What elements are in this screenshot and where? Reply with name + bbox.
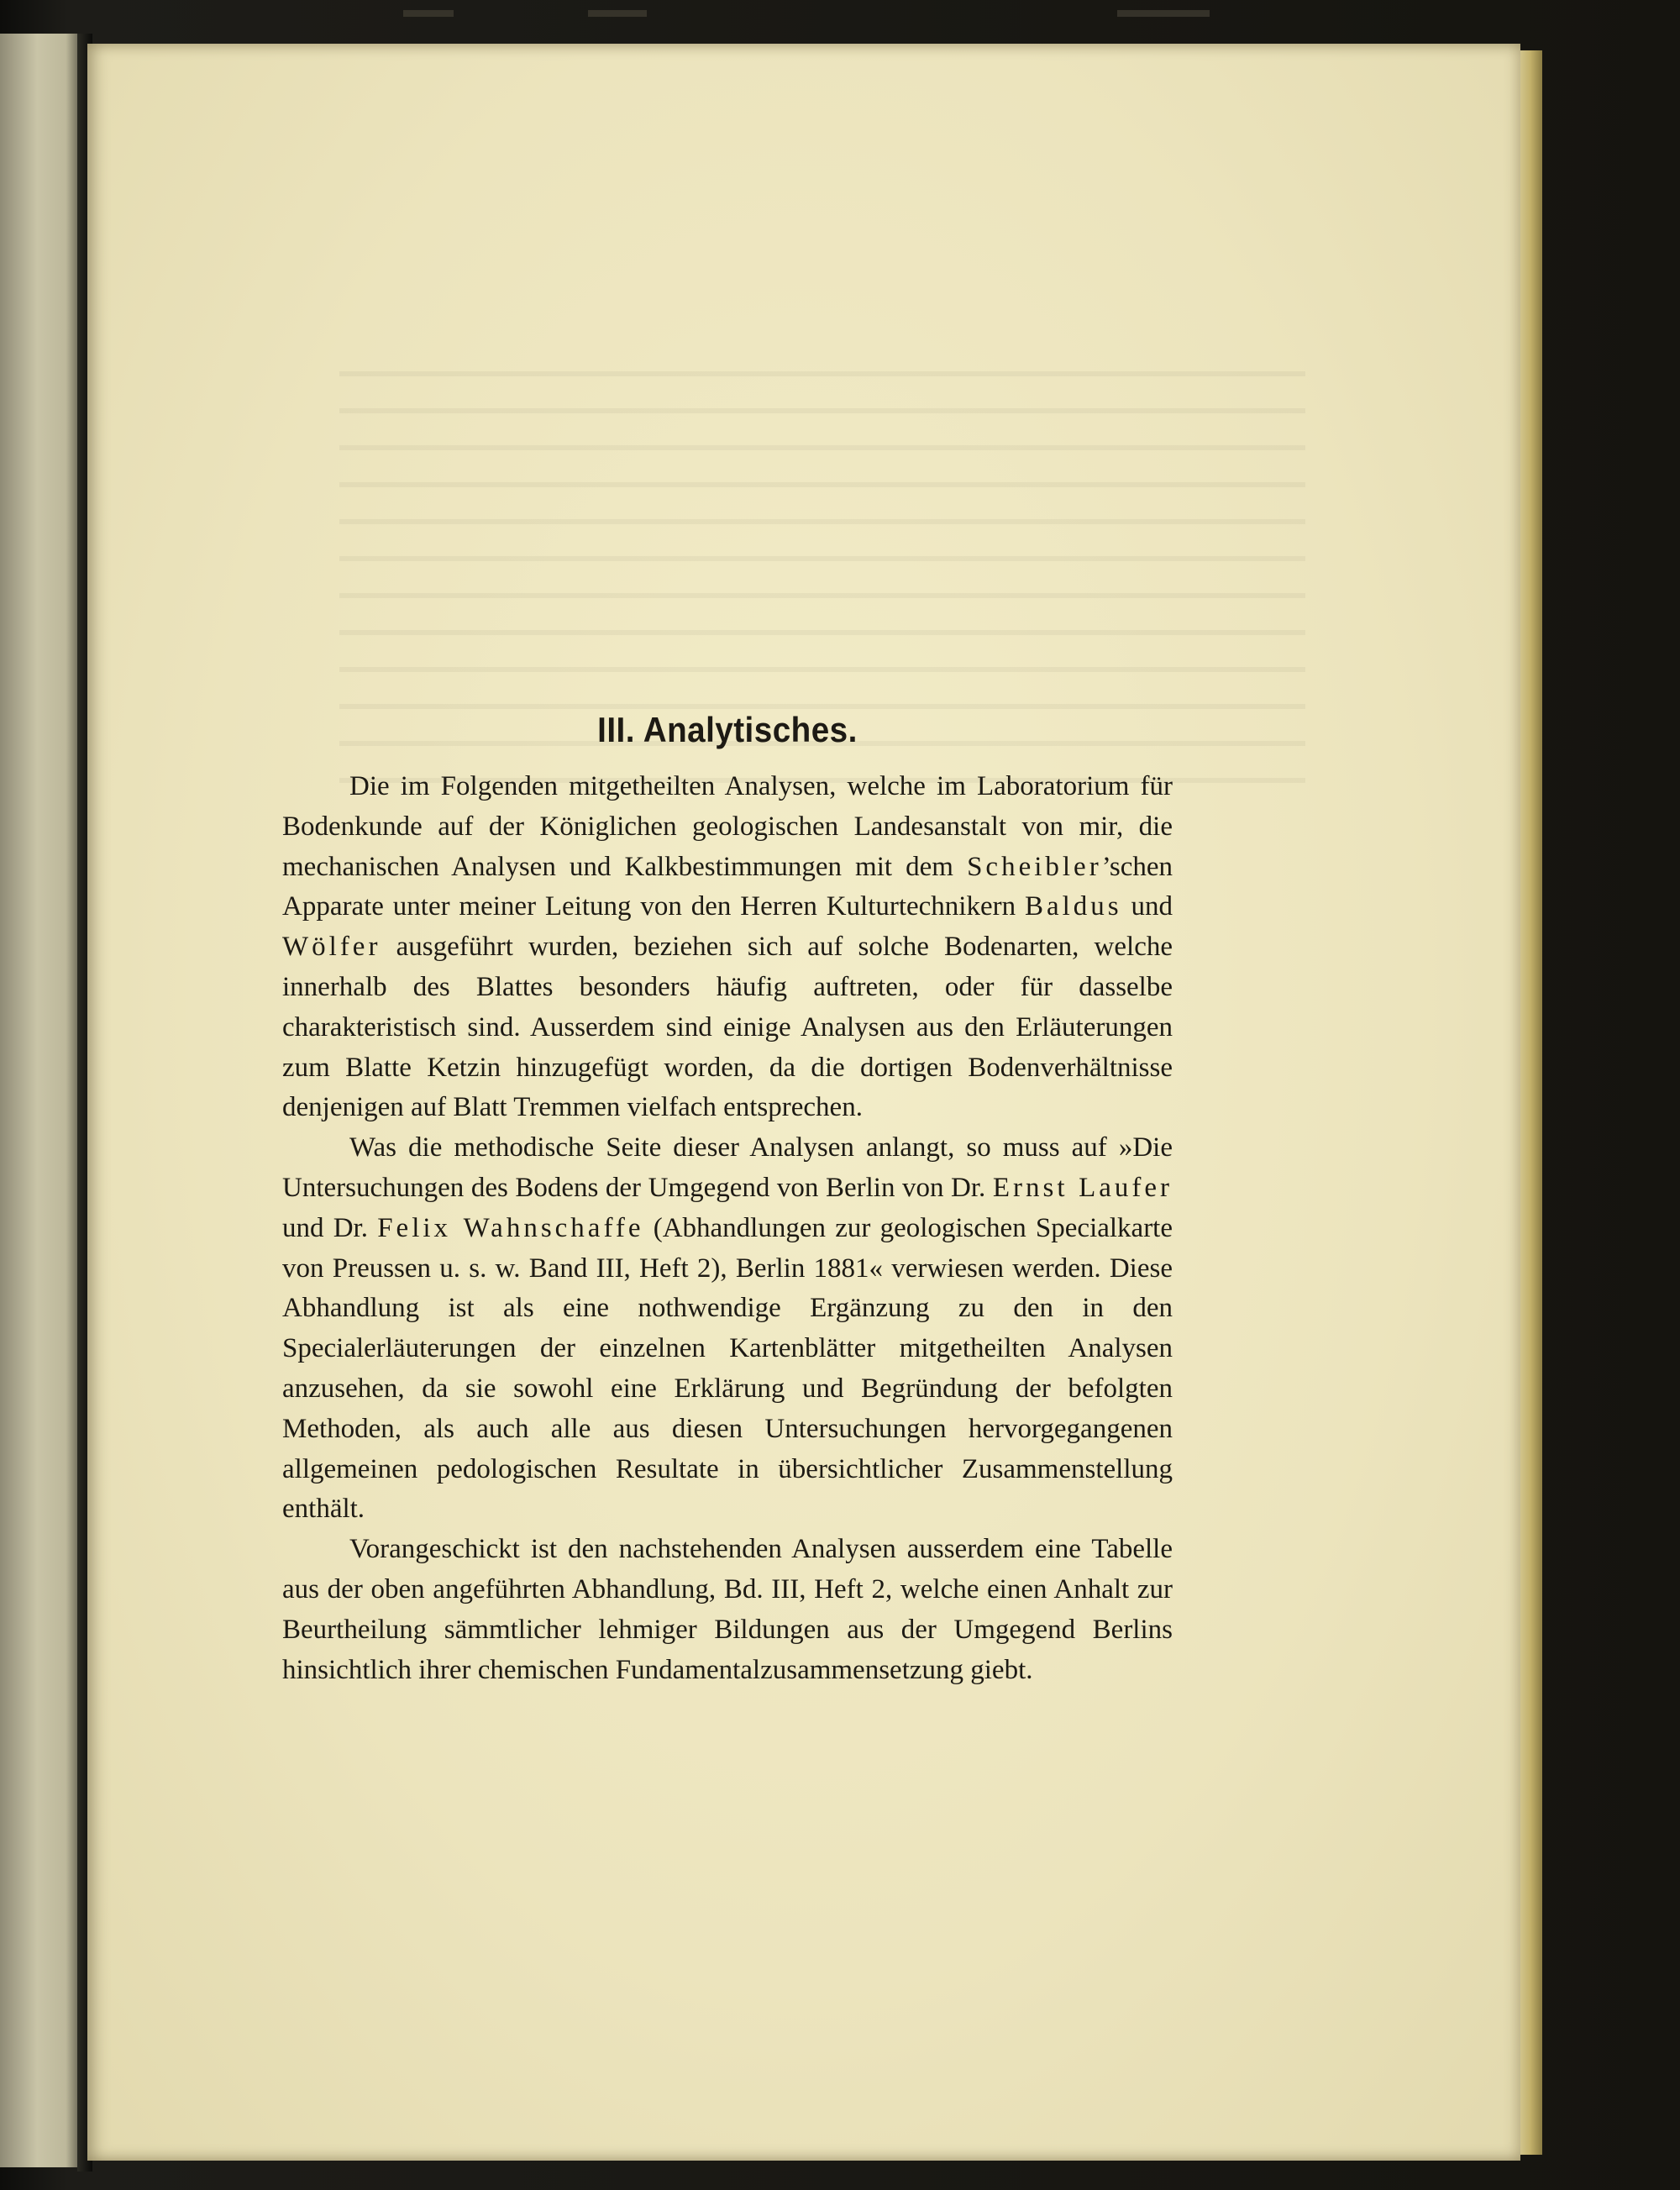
- left-page-edge: [0, 34, 82, 2167]
- page-fore-edge: [1519, 50, 1542, 2155]
- section-heading: III. Analytisches.: [597, 710, 858, 749]
- scan-artifact: [403, 10, 454, 17]
- person-name: Scheibler: [967, 851, 1102, 882]
- person-name: Ernst Laufer: [992, 1172, 1173, 1203]
- scan-artifact: [1117, 10, 1210, 17]
- person-name: Baldus: [1024, 891, 1122, 922]
- paragraph-3: Vorangeschickt ist den nachstehenden Analysen ausserdem eine Tabelle aus der oben angeführten Abhandlung, Bd. III, Heft 2, welche einen Anhalt zur Beurtheilung sämmtlicher lehmiger Bildungen aus der Umgegend Berlins hinsichtlich ihrer chemischen Fundamentalzusammensetzung giebt.: [282, 1534, 1173, 1685]
- scan-artifact: [588, 10, 647, 17]
- page-text: [282, 710, 1173, 1690]
- person-name: Wölfer: [282, 932, 381, 963]
- person-name: Felix Wahnschaffe: [377, 1212, 644, 1243]
- paragraph-1: Die im Folgenden mitgetheilten Analysen, welche im Laboratorium für Bodenkunde auf der Königlichen geologischen Landesanstalt von mir, die mechanischen Analysen und Kalkbestimmungen mit dem Scheibler’schen Apparate unter meiner Leitung von den Herren Kulturtechnikern Baldus und Wölfer ausgeführt wurden, beziehen sich auf solche Bodenarten, welche innerhalb des Blattes besonders häufig auftreten, oder für dasselbe charakteristisch sind. Ausserdem sind einige Analysen aus den Erläuterungen zum Blatte Ketzin hinzugefügt worden, da die dortigen Bodenverhältnisse denjenigen auf Blatt Tremmen vielfach entsprechen.: [282, 771, 1173, 1123]
- paragraph-2: Was die methodische Seite dieser Analysen anlangt, so muss auf »Die Untersuchungen des Bodens der Umgegend von Berlin von Dr. Ernst Laufer und Dr. Felix Wahnschaffe (Abhandlungen zur geologischen Specialkarte von Preussen u. s. w. Band III, Heft 2), Berlin 1881« verwiesen werden. Diese Abhandlung ist als eine nothwendige Ergänzung zu den in den Specialerläuterungen der einzelnen Kartenblätter mitgetheilten Analysen anzusehen, da sie sowohl eine Erklärung und Begründung der befolgten Methoden, als auch alle aus diesen Untersuchungen hervorgegangenen allgemeinen pedologischen Resultate in übersichtlicher Zusammenstellung enthält.: [282, 1132, 1173, 1525]
